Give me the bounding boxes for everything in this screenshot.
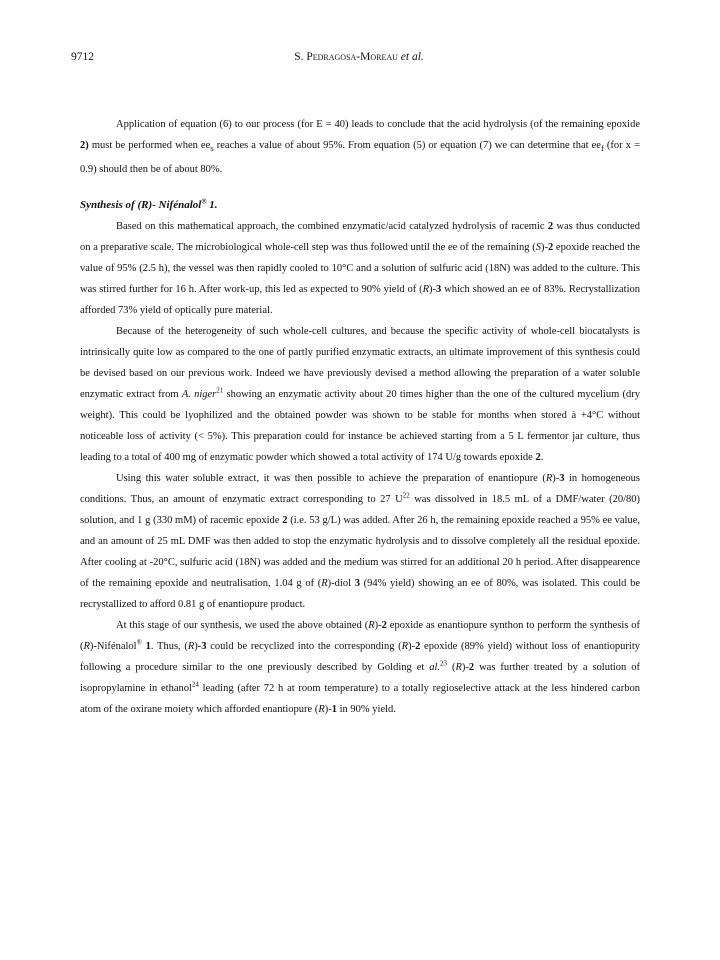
- intro-paragraph: Application of equation (6) to our process (for E = 40) leads to conclude that the acid hydrolysis (of the remaining epoxide 2) must be performed when $ee_s$ reaches a value of about 95%. From equation (5) or equation (7) we can determine that $ee_f$ (for x = 0.9) should then be of about 80%.: [80, 119, 640, 176]
- paragraph-nifenalol-synthesis: At this stage of our synthesis, we used the above obtained (R)-2 epoxide as enantiopure synthon to perform the synthesis of (R)-Nifénalol® 1. Thus, (R)-3 could be recyclized into the corresponding (R)-2 epoxide (89% yield) without loss of enantiopurity following a procedure similar to the one previously described by Golding et al.$^{23}$ (R)-2 was further treated by a solution of isopropylamine in ethanol$^{24}$ leading (after 72 h at room temperature) to a totally regioselective attack at the less hindered carbon atom of the oxirane moiety which afforded enantiopure (R)-1 in 90% yield.: [80, 620, 640, 716]
- paragraph-homogeneous-conditions: Using this water soluble extract, it was then possible to achieve the preparation of enantiopure (R)-3 in homogeneous conditions. Thus, an amount of enzymatic extract corresponding to 27 $U^{22}$ was dissolved in 18.5 mL of a DMF/water (20/80) solution, and 1 g (330 mM) of racemic epoxide 2 (i.e. 53 g/L) was added. After 26 h, the remaining epoxide reached a 95% ee value, and an amount of 25 mL DMF was then added to stop the enzymatic hydrolysis and to dissolve completely all the residual epoxide. After cooling at -20°C, sulfuric acid (18N) was added and the medium was stirred for an additional 20 h period. After disappearence of the remaining epoxide and neutralisation, 1.04 g of (R)-diol 3 (94% yield) showing an ee of 80%, was isolated. This could be recrystallized to afford 0.81 g of enantiopure product.: [80, 473, 641, 611]
- author-name: S. Pedragosa-Moreau: [294, 51, 398, 63]
- section-heading: Synthesis of (R)- Nifénalol® 1.: [80, 197, 218, 212]
- article-body: [80, 114, 640, 720]
- running-head-authors: [71, 51, 647, 63]
- paragraph-enzymatic-extract: Because of the heterogeneity of such whole-cell cultures, and because the specific activity of whole-cell biocatalysts is intrinsically quite low as compared to the one of partly purified enzymatic extracts, an ultimate improvement of this synthesis could be devised based on our previous work. Indeed we have previously devised a method allowing the preparation of a water soluble enzymatic extract from A. niger$^{21}$ showing an enzymatic activity about 20 times higher than the one of the cultured mycelium (dry weight). This could be lyophilized and the obtained powder was shown to be stable for months when stored à +4°C without noticeable loss of activity (< 5%). This preparation could for instance be achieved starting from a 5 L fermentor jar culture, thus leading to a total of 400 mg of enzymatic powder which showed a total activity of 174 U/g towards epoxide 2.: [80, 326, 640, 464]
- page-number: 9712: [71, 51, 94, 63]
- author-suffix: et al.: [400, 51, 424, 63]
- running-header: [71, 51, 647, 67]
- paragraph-preparative-scale: Based on this mathematical approach, the combined enzymatic/acid catalyzed hydrolysis of racemic 2 was thus conducted on a preparative scale. The microbiological whole-cell step was thus followed until the ee of the remaining (S)-2 epoxide reached the value of 95% (2.5 h), the vessel was then rapidly cooled to 10°C and a solution of sulfuric acid (18N) was added to the culture. This was stirred further for 16 h. After work-up, this led as expected to 90% yield of (R)-3 which showed an ee of 83%. Recrystallization afforded 73% yield of optically pure material.: [80, 221, 641, 317]
